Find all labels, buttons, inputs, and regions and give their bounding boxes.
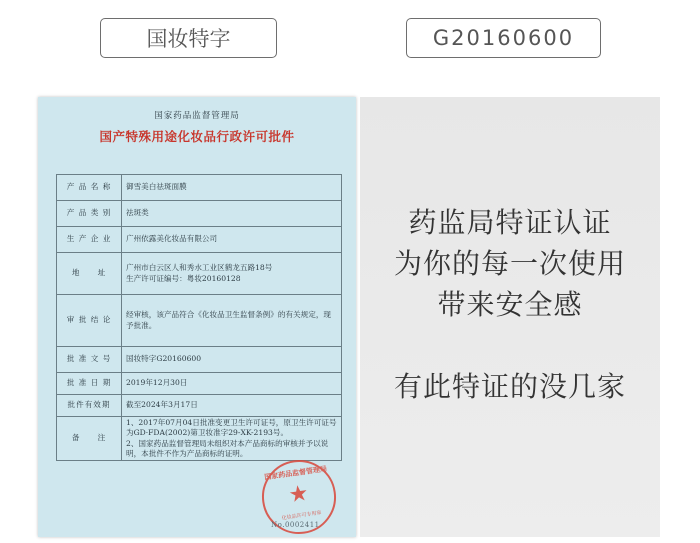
row-label-address: 地 址 (57, 253, 122, 295)
row-value-manufacturer: 广州依露美化妆品有限公司 (122, 227, 342, 253)
row-label-category: 产 品 类 别 (57, 201, 122, 227)
table-row (57, 227, 342, 253)
label-box-right: G20160600 (406, 18, 601, 58)
row-label-product-name: 产 品 名 称 (57, 175, 122, 201)
table-row (57, 201, 342, 227)
table-row (57, 175, 342, 201)
slogan-panel (360, 97, 660, 537)
row-label-approval-number: 批 准 文 号 (57, 347, 122, 373)
slogan-line: 有此特证的没几家 (393, 370, 626, 403)
row-value-product-name: 御雪美白祛斑面膜 (122, 175, 342, 201)
row-label-validity: 批件有效期 (57, 395, 122, 417)
license-document (38, 97, 356, 537)
remark-line: 1、2017年07月04日批准变更卫生许可证号，原卫生许可证号为GD·FDA(2002)第卫妆准字29-XK-2193号。 (126, 418, 337, 438)
remark-line: 2、国家药品监督管理局未组织对本产品商标的审核并予以说明，本批件不作为产品商标的证明。 (126, 438, 329, 458)
slogan-line: 为你的每一次使用 (393, 247, 626, 280)
table-row (57, 373, 342, 395)
row-value-category: 祛斑类 (122, 201, 342, 227)
table-row (57, 253, 342, 295)
address-line: 广州市白云区人和秀水工业区鹤龙五路18号 (126, 263, 273, 273)
table-row (57, 347, 342, 373)
row-value-conclusion: 经审核，该产品符合《化妆品卫生监督条例》的有关规定，现予批准。 (122, 295, 342, 347)
license-table (56, 174, 342, 461)
star-icon: ★ (287, 480, 311, 509)
document-authority: 国家药品监督管理局 (154, 111, 240, 121)
table-row (57, 395, 342, 417)
row-value-approval-date: 2019年12月30日 (122, 373, 342, 395)
slogan-line: 药监局特证认证 (408, 206, 612, 239)
label-box-left: 国妆特字 (100, 18, 277, 58)
row-label-manufacturer: 生 产 企 业 (57, 227, 122, 253)
row-value-approval-number: 国妆特字G20160600 (122, 347, 342, 373)
row-value-validity: 截至2024年3月17日 (122, 395, 342, 417)
table-row (57, 417, 342, 461)
document-number: No.0002411 (271, 521, 320, 529)
license-number-line: 生产许可证编号：粤妆20160128 (126, 273, 241, 283)
row-value-address (122, 253, 342, 295)
row-label-conclusion: 审 批 结 论 (57, 295, 122, 347)
row-label-approval-date: 批 准 日 期 (57, 373, 122, 395)
slogan-line: 带来安全感 (437, 288, 583, 321)
seal-subtext: 化妆品许可专用章 (281, 510, 322, 522)
seal-text: 国家药品监督管理局 (263, 463, 328, 482)
table-row (57, 295, 342, 347)
document-title: 国产特殊用途化妆品行政许可批件 (99, 129, 295, 144)
row-value-remarks (122, 417, 342, 461)
row-label-remarks: 备 注 (57, 417, 122, 461)
